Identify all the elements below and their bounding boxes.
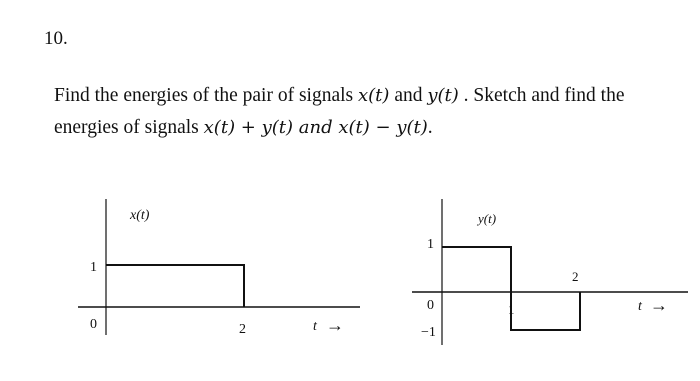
plot-y-label: y(t) [478,211,497,226]
problem-line-1 [54,80,625,112]
sum-expression: x(t) + y(t) [203,117,294,138]
plot-x-of-t [78,195,378,355]
problem-statement [54,80,625,144]
and-text: and [389,85,428,106]
plot-y-origin-label: 0 [427,298,434,313]
plot-y-t-label: t [638,299,642,314]
plot-x-xtick-2: 2 [239,322,246,337]
plot-x-ytick-1: 1 [90,260,97,275]
plot-x-arrow-icon: → [326,315,344,335]
plot-x-signal-line [106,265,244,307]
plot-y-of-t [412,195,700,360]
signal-y-expr: y(t) [427,85,459,106]
plot-y-xtick-2: 2 [572,269,579,284]
end-period: . [427,117,433,138]
plot-x-t-label: t [313,319,317,334]
plot-y-xtick-1: 1 [508,302,515,317]
problem-line2-text: energies of signals [54,117,204,138]
signal-x-expr: x(t) [358,85,390,106]
problem-line1-tail: . Sketch and find the [458,85,625,106]
problem-line-2 [54,112,625,144]
question-number: 10. [44,28,68,49]
plot-y-ytick-neg1: −1 [421,325,436,340]
and-math-text: and [293,117,339,138]
plot-y-signal-line [442,247,580,330]
plot-y-arrow-icon: → [650,295,668,315]
difference-expression: x(t) − y(t) [338,117,428,138]
plot-x-label: x(t) [130,208,150,223]
problem-line1-text: Find the energies of the pair of signals [54,85,358,106]
plot-x-origin-label: 0 [90,317,97,332]
plot-y-ytick-1: 1 [427,237,434,252]
